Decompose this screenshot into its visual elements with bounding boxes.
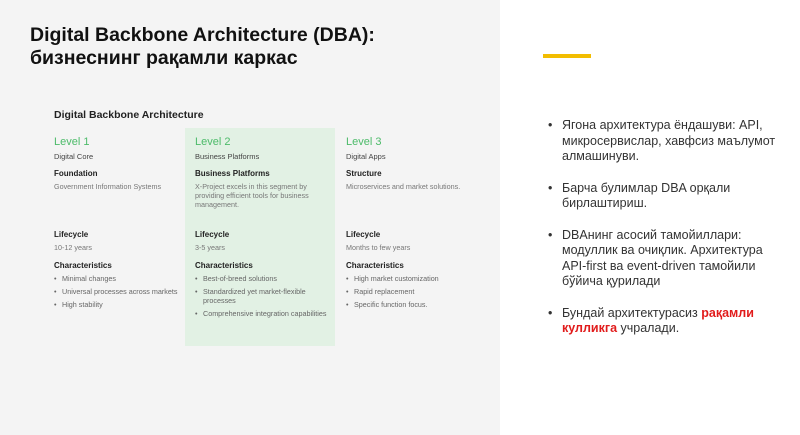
level-2-column	[185, 128, 335, 346]
bullet-item-4	[548, 306, 783, 337]
level-3-lifecycle-value: Months to few years	[346, 243, 411, 252]
list-item: • High stability	[54, 300, 178, 309]
level-1-name: Level 1	[54, 136, 90, 148]
level-3-lifecycle	[346, 230, 478, 252]
level-2-section-text: X-Project excels in this segment by providing efficient tools for business management.	[195, 182, 309, 209]
level-3-column	[336, 128, 484, 346]
level-3-foundation	[346, 169, 478, 191]
bullet-item-1: • Ягона архитектура ёндашуви: API, микросервислар, хавфсиз маълумот алмашинуви.	[548, 118, 783, 165]
bullet-4-prefix: Бундай архитектурасиз	[562, 305, 698, 320]
level-2-name: Level 2	[195, 136, 231, 148]
list-item: • Universal processes across markets	[54, 287, 178, 296]
list-item: • Minimal changes	[54, 274, 178, 283]
level-1-column	[44, 128, 184, 346]
level-2-lifecycle-value: 3-5 years	[195, 243, 225, 252]
level-3-section-text: Microservices and market solutions.	[346, 182, 461, 191]
bullet-item-2: • Барча булимлар DBA орқали бирлаштириш.	[548, 181, 783, 212]
level-2-section-heading: Business Platforms	[195, 169, 270, 178]
level-2-characteristics-label: Characteristics	[195, 261, 253, 270]
level-1-section-text: Government Information Systems	[54, 182, 162, 191]
level-2-characteristics	[195, 261, 329, 322]
level-2-lifecycle	[195, 230, 329, 252]
level-1-characteristics-label: Characteristics	[54, 261, 112, 270]
level-3-section-heading: Structure	[346, 169, 382, 178]
list-item: • Rapid replacement	[346, 287, 478, 296]
level-3-name: Level 3	[346, 136, 382, 148]
slide-title-line-2: бизнеснинг рақамли каркас	[30, 47, 298, 69]
list-item: • Best-of-breed solutions	[195, 274, 329, 283]
diagram-title: Digital Backbone Architecture	[54, 109, 204, 121]
slide-title-line-1: Digital Backbone Architecture (DBA):	[30, 24, 375, 46]
slide-title	[30, 24, 375, 70]
level-1-lifecycle-label: Lifecycle	[54, 230, 89, 239]
level-2-characteristics-list	[195, 274, 329, 318]
bullet-item-3: • DBAнинг асосий тамойиллари: модуллик ва очиқлик. Архитектура API-first ва event-driven тамойили бўйича қурилади	[548, 228, 783, 290]
list-item: • Comprehensive integration capabilities	[195, 309, 329, 318]
level-3-characteristics-list	[346, 274, 478, 309]
accent-bar	[543, 54, 591, 58]
level-3-characteristics	[346, 261, 478, 313]
level-2-foundation	[195, 169, 329, 209]
level-1-characteristics-list	[54, 274, 178, 309]
list-item: • High market customization	[346, 274, 478, 283]
level-3-lifecycle-label: Lifecycle	[346, 230, 381, 239]
level-3-characteristics-label: Characteristics	[346, 261, 404, 270]
level-1-subtitle: Digital Core	[54, 152, 94, 161]
level-2-subtitle: Business Platforms	[195, 152, 260, 161]
level-3-subtitle: Digital Apps	[346, 152, 386, 161]
bullet-list	[548, 118, 783, 353]
list-item: • Standardized yet market-flexible processes	[195, 287, 329, 305]
level-2-lifecycle-label: Lifecycle	[195, 230, 230, 239]
level-1-characteristics	[54, 261, 178, 313]
list-item: • Specific function focus.	[346, 300, 478, 309]
level-1-lifecycle	[54, 230, 178, 252]
level-1-lifecycle-value: 10-12 years	[54, 243, 92, 252]
level-1-section-heading: Foundation	[54, 169, 98, 178]
level-1-foundation	[54, 169, 178, 191]
bullet-4-highlight: рақамли кулликга	[562, 305, 754, 335]
bullet-4-suffix: учралади.	[620, 321, 680, 335]
